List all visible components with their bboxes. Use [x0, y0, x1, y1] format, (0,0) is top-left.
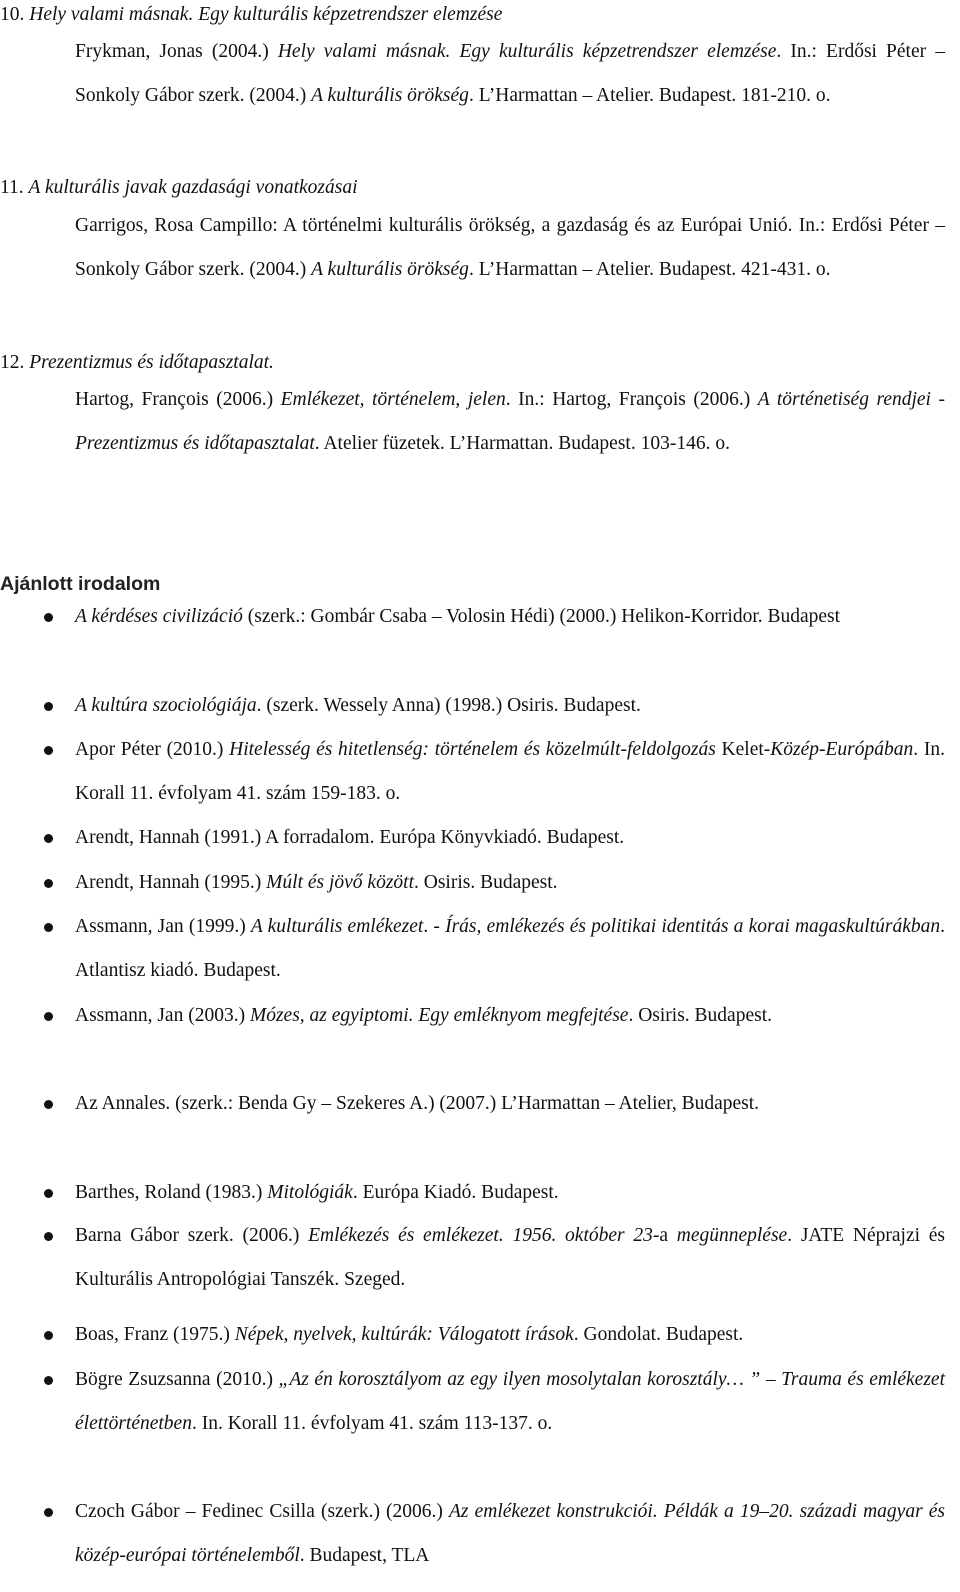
ref-part: A kérdéses civilizáció: [75, 606, 243, 627]
citation-part: . L’Harmattan – Atelier. Budapest. 181-210. o.: [468, 84, 831, 106]
bullet-icon: [44, 1232, 53, 1241]
bullet-icon: [44, 1100, 53, 1109]
reading-title: Hely valami másnak. Egy kulturális képzetrendszer elemzése: [29, 4, 503, 25]
ref-part: -a: [652, 1225, 677, 1246]
ref-part: Hitelesség és hitetlenség: történelem és közelmúlt-feldolgozás: [229, 739, 716, 760]
ref-part: Írás, emlékezés és politikai identitás a korai magaskultúrákban: [445, 916, 941, 937]
reference-item: [75, 595, 945, 639]
ref-part: Emlékezés és emlékezet. 1956. október 23: [308, 1225, 653, 1246]
ref-part: Czoch Gábor – Fedinec Csilla (szerk.) (2006.): [75, 1501, 449, 1522]
bullet-icon: [44, 1012, 53, 1021]
bullet-icon: [44, 923, 53, 932]
citation-part: A kulturális örökség: [311, 258, 469, 280]
reference-item: [75, 861, 945, 905]
reading-title: A kulturális javak gazdasági vonatkozásai: [28, 177, 358, 198]
citation-part: . Atelier füzetek. L’Harmattan. Budapest. 103-146. o.: [314, 432, 730, 454]
reading-citation: [75, 30, 945, 117]
reading-title: Prezentizmus és időtapasztalat.: [29, 352, 274, 373]
citation-part: Emlékezet, történelem, jelen: [280, 389, 506, 410]
citation-part: Hartog, François (2006.): [75, 389, 281, 410]
ref-part: Bögre Zsuzsanna (2010.): [75, 1369, 279, 1390]
ref-part: A kultúra szociológiája: [75, 695, 257, 716]
reference-item: [75, 728, 945, 816]
ref-part: . Budapest, TLA: [299, 1545, 430, 1566]
citation-part: Hely valami másnak. Egy kulturális képzetrendszer elemzése: [277, 41, 777, 62]
bullet-icon: [44, 1508, 53, 1517]
ref-part: . Osiris. Budapest.: [628, 1005, 772, 1026]
citation-part: . In.: Erdősi Péter – Sonkoly Gábor szerk. (2004.): [75, 41, 945, 106]
ref-part: . Európa Kiadó. Budapest.: [352, 1182, 559, 1203]
ref-part: Apor Péter (2010.): [75, 739, 230, 760]
ref-part: Assmann, Jan (1999.): [75, 916, 251, 937]
reading-heading: [0, 352, 945, 374]
bullet-icon: [44, 879, 53, 888]
reference-item: [75, 1214, 945, 1302]
section-heading: Ajánlott irodalom: [0, 573, 161, 595]
ref-part: Az Annales. (szerk.: Benda Gy – Szekeres A.) (2007.) L’Harmattan – Atelier, Budapest.: [75, 1093, 760, 1114]
reference-item: [75, 994, 945, 1038]
ref-part: megünneplése: [676, 1225, 788, 1246]
ref-part: Mózes, az egyiptomi. Egy emléknyom megfejtése: [249, 1005, 629, 1026]
bullet-icon: [44, 1331, 53, 1340]
ref-part: (szerk.: Gombár Csaba – Volosin Hédi) (2000.) Helikon-Korridor. Budapest: [242, 606, 841, 627]
bullet-icon: [44, 746, 53, 755]
ref-part: Népek, nyelvek, kultúrák: Válogatott írások: [234, 1324, 574, 1345]
ref-part: Assmann, Jan (2003.): [75, 1005, 250, 1026]
reference-item: [75, 905, 945, 993]
ref-part: Mitológiák: [267, 1182, 353, 1203]
reading-number: 11.: [0, 177, 24, 198]
ref-part: „Az én korosztályom az egy ilyen mosolytalan korosztály… ” – Trauma és emlékezet élettörténetben: [75, 1369, 945, 1434]
reference-item: [75, 1171, 945, 1215]
ref-part: Barna Gábor szerk. (2006.): [75, 1225, 309, 1246]
ref-part: . In. Korall 11. évfolyam 41. szám 113-137. o.: [191, 1413, 553, 1434]
ref-part: . (szerk. Wessely Anna) (1998.) Osiris. Budapest.: [256, 695, 641, 716]
ref-part: . In. Korall 11. évfolyam 41. szám 159-183. o.: [75, 739, 945, 804]
reading-number: 12.: [0, 352, 25, 373]
reference-item: [75, 1358, 945, 1446]
citation-part: . In.: Hartog, François (2006.): [505, 389, 758, 410]
ref-part: Múlt és jövő között: [266, 872, 415, 893]
bullet-icon: [44, 1189, 53, 1198]
ref-part: . Osiris. Budapest.: [414, 872, 558, 893]
ref-part: Arendt, Hannah (1995.): [75, 872, 267, 893]
ref-part: A kulturális emlékezet: [250, 916, 424, 937]
bullet-icon: [44, 613, 53, 622]
ref-part: . Gondolat. Budapest.: [573, 1324, 744, 1345]
reading-heading: [0, 177, 945, 199]
citation-part: A történetiség rendjei - Prezentizmus és időtapasztalat: [75, 389, 945, 454]
citation-part: Garrigos, Rosa Campillo: A történelmi kulturális örökség, a gazdaság és az Európai Unió. In.: Erdősi Péter – Sonkoly Gábor szerk. (2004.): [75, 215, 945, 280]
citation-part: Frykman, Jonas (2004.): [75, 41, 278, 62]
reading-heading: [0, 4, 945, 26]
ref-part: Közép-Európában: [770, 739, 914, 760]
ref-part: . JATE Néprajzi és Kulturális Antropológiai Tanszék. Szeged.: [75, 1225, 946, 1290]
reference-item: [75, 1082, 945, 1126]
ref-part: . -: [423, 916, 446, 937]
ref-part: Boas, Franz (1975.): [75, 1324, 235, 1345]
ref-part: . Atlantisz kiadó. Budapest.: [75, 916, 945, 981]
ref-part: Kelet-: [715, 739, 771, 760]
bullet-icon: [44, 834, 53, 843]
reference-item: [75, 1313, 945, 1357]
bullet-icon: [44, 1376, 53, 1385]
citation-part: . L’Harmattan – Atelier. Budapest. 421-431. o.: [468, 258, 831, 280]
citation-part: A kulturális örökség: [311, 84, 469, 106]
ref-part: Barthes, Roland (1983.): [75, 1182, 268, 1203]
reading-citation: [75, 378, 945, 465]
reference-item: [75, 816, 945, 860]
reference-item: [75, 1490, 945, 1578]
bullet-icon: [44, 702, 53, 711]
reading-citation: [75, 204, 945, 291]
reference-item: [75, 684, 945, 728]
reading-number: 10.: [0, 4, 25, 25]
ref-part: Az emlékezet konstrukciói. Példák a 19–20. századi magyar és közép-európai történelemből: [75, 1501, 945, 1566]
ref-part: Arendt, Hannah (1991.) A forradalom. Európa Könyvkiadó. Budapest.: [75, 827, 625, 848]
